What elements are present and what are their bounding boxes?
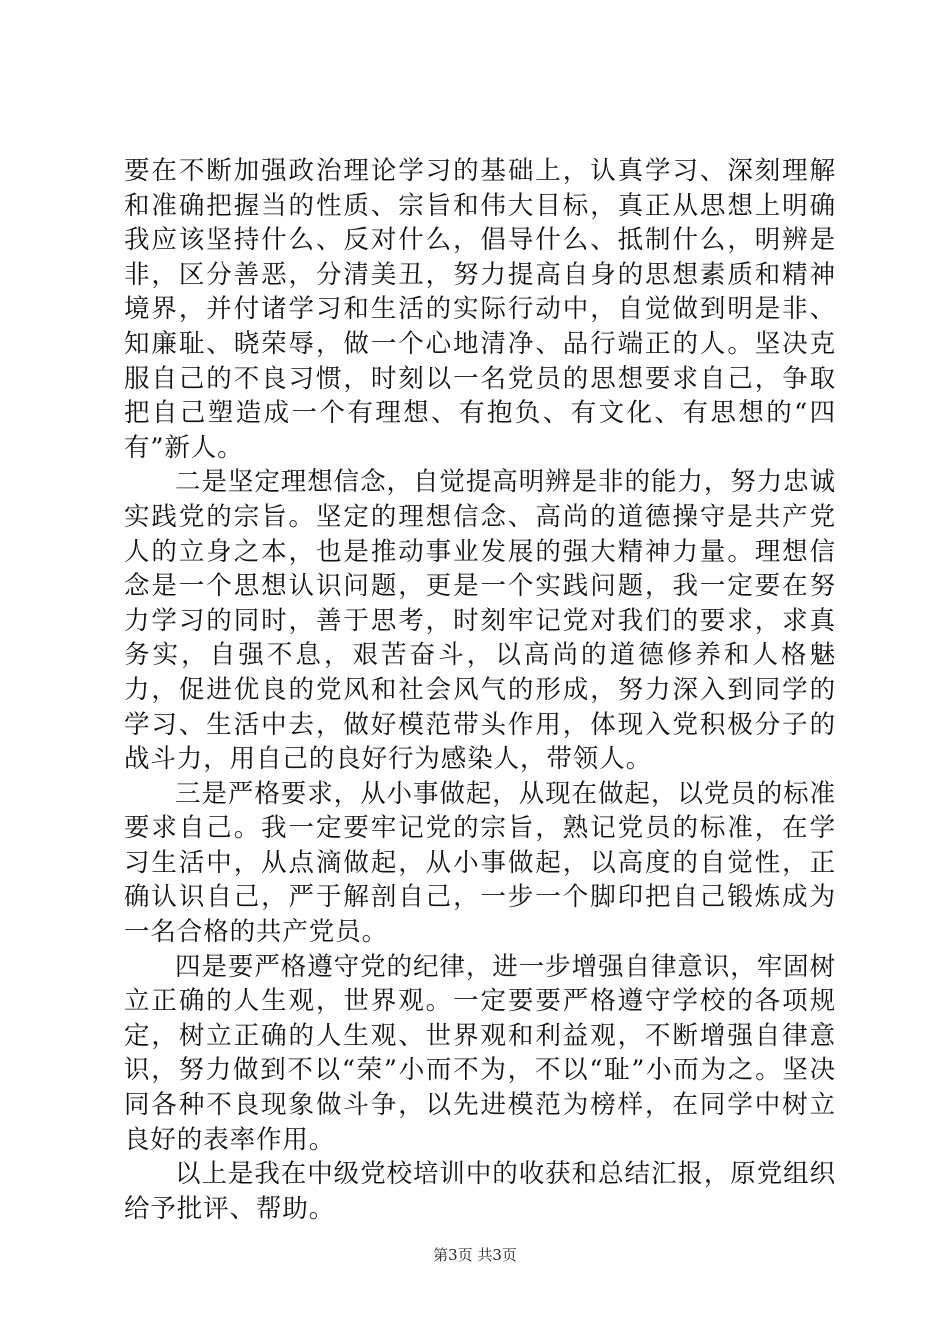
paragraph-point-two: 二是坚定理想信念，自觉提高明辨是非的能力，努力忠诚实践党的宗旨。坚定的理想信念、高尚的道德操守是共产党人的立身之本，也是推动事业发展的强大精神力量。理想信念是一个思想认识问题，更是一个实践问题，我一定要在努力学习的同时，善于思考，时刻牢记党对我们的要求，求真务实，自强不息，艰苦奋斗，以高尚的道德修养和人格魅力，促进优良的党风和社会风气的形成，努力深入到同学的学习、生活中去，做好模范带头作用，体现入党积极分子的战斗力，用自己的良好行为感染人，带领人。 bbox=[124, 467, 836, 775]
paragraph-point-four: 四是要严格遵守党的纪律，进一步增强自律意识，牢固树立正确的人生观，世界观。一定要要严格遵守学校的各项规定，树立正确的人生观、世界观和利益观，不断增强自律意识，努力做到不以“荣”小而不为，不以“耻”小而为之。坚决同各种不良现象做斗争，以先进模范为榜样，在同学中树立良好的表率作用。 bbox=[124, 951, 836, 1155]
paragraph-point-three: 三是严格要求，从小事做起，从现在做起，以党员的标准要求自己。我一定要牢记党的宗旨，熟记党员的标准，在学习生活中，从点滴做起，从小事做起，以高度的自觉性，正确认识自己，严于解剖自己，一步一个脚印把自己锻炼成为一名合格的共产党员。 bbox=[124, 778, 836, 948]
document-body bbox=[124, 154, 836, 1226]
paragraph-continuation: 要在不断加强政治理论学习的基础上，认真学习、深刻理解和准确把握当的性质、宗旨和伟大目标，真正从思想上明确我应该坚持什么、反对什么，倡导什么、抵制什么，明辨是非，区分善恶，分清美丑，努力提高自身的思想素质和精神境界，并付诸学习和生活的实际行动中，自觉做到明是非、知廉耻、晓荣辱，做一个心地清净、品行端正的人。坚决克服自己的不良习惯，时刻以一名党员的思想要求自己，争取把自己塑造成一个有理想、有抱负、有文化、有思想的“四有”新人。 bbox=[124, 156, 836, 463]
page-number-footer: 第3页 共3页 bbox=[433, 1246, 517, 1264]
paragraph-conclusion: 以上是我在中级党校培训中的收获和总结汇报，原党组织给予批评、帮助。 bbox=[124, 1159, 836, 1224]
